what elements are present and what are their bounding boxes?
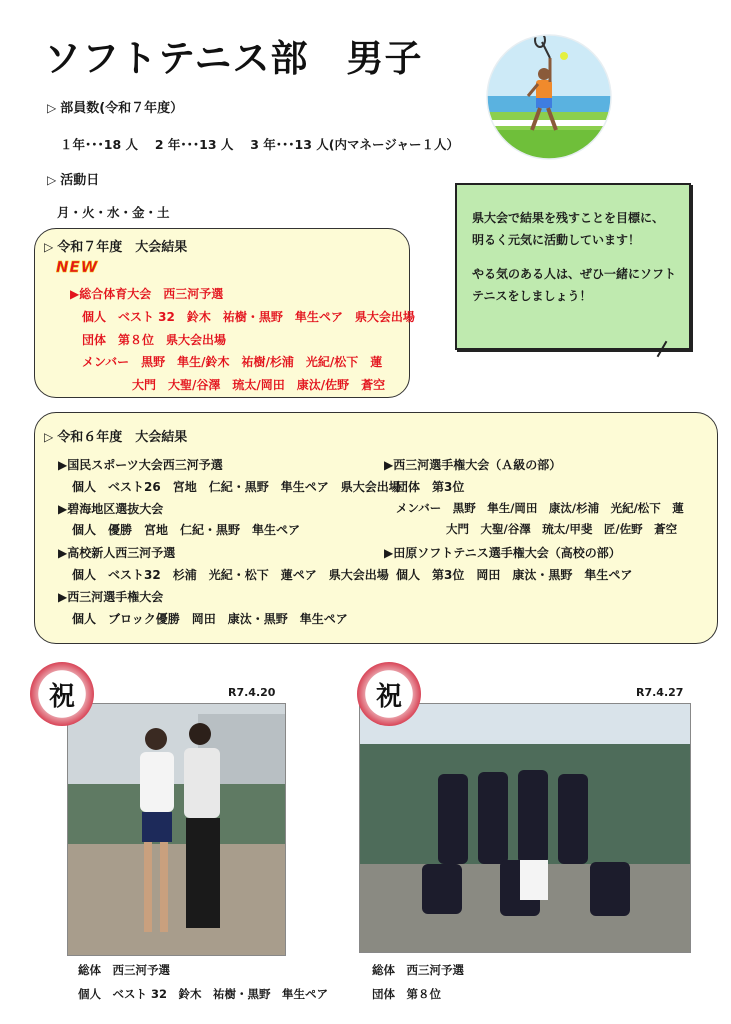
photo-1-illustration [68,704,285,955]
r6-heading: ▷ 令和６年度 大会結果 [44,430,188,445]
tennis-player-illustration [486,34,612,160]
r6-left-detail-4: 個人 ブロック優勝 岡田 康汰・黒野 隼生ペア [72,612,348,626]
r6-left-event-4: ▶西三河選手権大会 [58,590,164,604]
photo-2-caption-2: 団体 第８位 [372,987,441,1001]
r6-right-event-1: ▶西三河選手権大会（Ａ級の部） [384,458,562,472]
r7-individual: 個人 ベスト 32 鈴木 祐樹・黒野 隼生ペア 県大会出場 [82,310,415,324]
r7-heading: ▷ 令和７年度 大会結果 [44,240,188,255]
celebration-seal: 祝 [357,662,421,726]
triangle-icon: ▷ [47,101,57,115]
activity-heading: ▷ 活動日 [47,173,100,188]
r7-members-1: メンバー 黒野 隼生/鈴木 祐樹/杉浦 光紀/松下 蓮 [82,355,383,369]
activity-days: 月・火・水・金・土 [57,205,170,220]
photo-1-caption-1: 総体 西三河予選 [78,963,170,977]
members-line: １年･･･18 人 2 年･･･13 人 3 年･･･13 人(内マネージャー１人） [60,137,460,152]
r6-left-event-3: ▶高校新人西三河予選 [58,546,176,560]
r7-members-2: 大門 大聖/谷澤 琉太/岡田 康汰/佐野 蒼空 [132,378,386,392]
photo-1-date: R7.4.20 [228,686,276,699]
r6-right-members-2: 大門 大聖/谷澤 琉太/甲斐 匠/佐野 蒼空 [446,522,678,536]
r6-left-detail-3: 個人 ベスト32 杉浦 光紀・松下 蓮ペア 県大会出場 [72,568,389,582]
r6-left-detail-1: 個人 ベスト26 宮地 仁紀・黒野 隼生ペア 県大会出場 [72,480,401,494]
callout-line: 県大会で結果を残すことを目標に、 [472,211,665,225]
callout-line: やる気のある人は、ぜひ一緒にソフト [472,267,677,281]
callout-line: 明るく元気に活動しています！ [472,233,641,247]
r6-left-event-1: ▶国民スポーツ大会西三河予選 [58,458,223,472]
r6-left-detail-2: 個人 優勝 宮地 仁紀・黒野 隼生ペア [72,523,301,537]
members-heading: ▷ 部員数(令和７年度） [47,101,184,116]
r6-right-event-2: ▶田原ソフトテニス選手権大会（高校の部） [384,546,621,560]
photo-2 [359,703,691,953]
r6-right-individual: 個人 第3位 岡田 康汰・黒野 隼生ペア [396,568,633,582]
callout-line: テニスをしましょう！ [472,289,592,303]
r7-event: ▶総合体育大会 西三河予選 [70,287,224,301]
r7-team: 団体 第８位 県大会出場 [82,333,227,347]
triangle-icon: ▷ [44,240,54,254]
page-title: ソフトテニス部 男子 [44,37,423,80]
photo-2-date: R7.4.27 [636,686,684,699]
new-badge: NEW [56,258,99,276]
triangle-icon: ▷ [44,430,54,444]
r6-right-members-1: メンバー 黒野 隼生/岡田 康汰/杉浦 光紀/松下 蓮 [396,501,684,515]
photo-2-illustration [360,704,690,952]
photo-2-caption-1: 総体 西三河予選 [372,963,464,977]
triangle-icon: ▷ [47,173,57,187]
photo-1 [67,703,286,956]
photo-1-caption-2: 個人 ベスト 32 鈴木 祐樹・黒野 隼生ペア [78,987,329,1001]
callout-tail [657,341,668,358]
message-callout [455,183,691,350]
celebration-seal: 祝 [30,662,94,726]
r6-left-event-2: ▶碧海地区選抜大会 [58,502,164,516]
r6-right-team: 団体 第3位 [396,480,465,494]
